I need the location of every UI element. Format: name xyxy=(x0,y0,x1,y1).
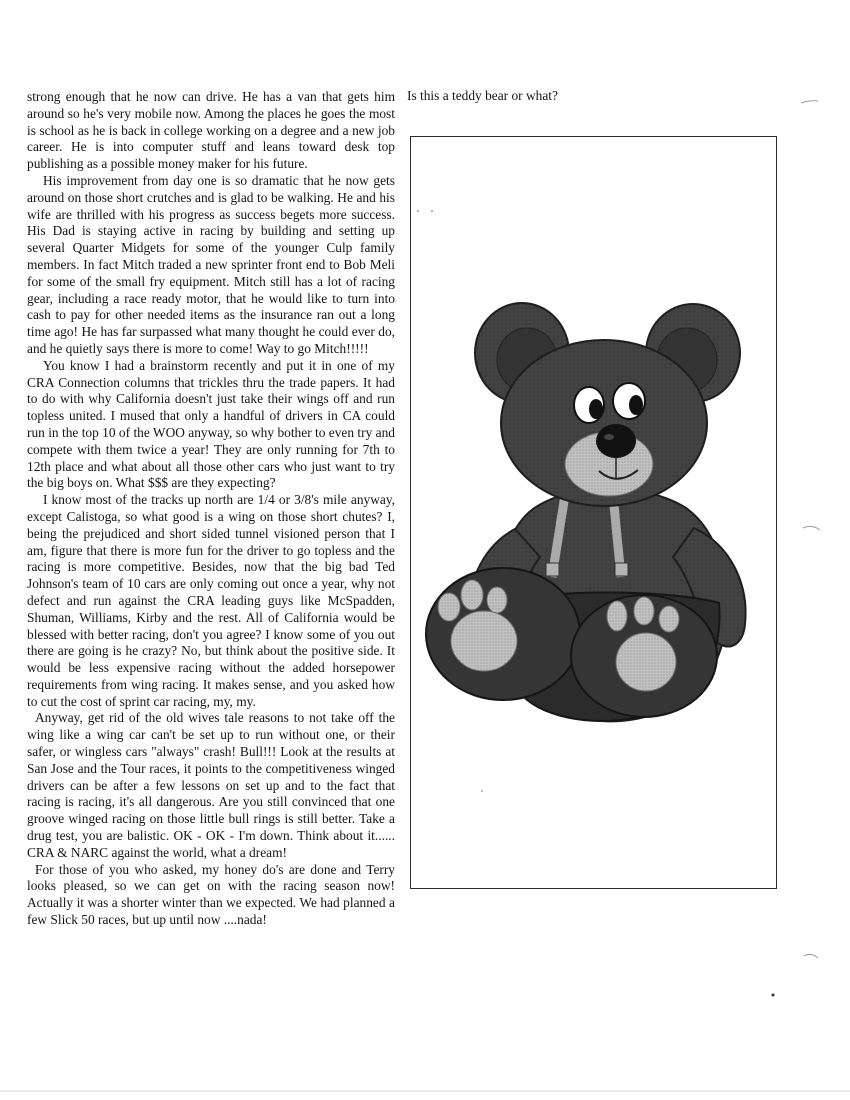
teddy-bear-icon xyxy=(411,137,777,889)
bear-nose xyxy=(596,424,636,458)
article-paragraph-1: strong enough that he now can drive. He has a van that gets him around so he's very mobile now. Among the places he goes the most is school as he is back in college working on a degree and a new job career. He is into computer stuff and leans toward desk top publishing as a possible money maker for his future. xyxy=(27,89,395,172)
right-pupil xyxy=(629,395,643,415)
speck-4 xyxy=(772,994,775,997)
article-column xyxy=(27,89,395,929)
left-pupil xyxy=(589,399,603,419)
article-paragraph-5: Anyway, get rid of the old wives tale reasons to not take off the wing like a wing car can't be set up to run without one, or their safer, or wingless cars "always" crash! Bull!!! Look at the results at San Jose and the Tour races, it points to the competitiveness winged drivers can be after a few lessons on set up and to the fact that racing is racing, it's all dangerous. Are you still convinced that one groove winged racing on those little bull rings is still better. Take a drug test, you are balistic. OK - OK - I'm down. Think about it...... CRA & NARC against the world, what a dream! xyxy=(27,710,395,860)
article-paragraph-6: For those of you who asked, my honey do's are done and Terry looks pleased, so we can get on with the racing season now! Actually it was a shorter winter than we expected. We had planned a few Slick 50 races, but up until now ....nada! xyxy=(27,861,395,928)
left-foot-toe-1 xyxy=(438,593,460,621)
figure-caption: Is this a teddy bear or what? xyxy=(407,88,558,103)
right-foot-toe-2 xyxy=(634,597,654,625)
left-foot-toe-2 xyxy=(461,580,483,610)
speck-1 xyxy=(801,101,818,103)
right-foot-toe-1 xyxy=(607,601,627,631)
article-paragraph-3: You know I had a brainstorm recently and put it in one of my CRA Connection columns that trickles thru the trade papers. It had to do with why California doesn't just take their wings off and run topless united. I mused that only a handful of drivers in CA could run in the top 10 of the WOO anyway, so why bother to even try and compete with them twice a year! They are only running for 7th to 12th place and what about all those other cars who just want to try the big boys on. What $$$ are they expecting? xyxy=(27,357,395,491)
right-foot-main-pad xyxy=(616,633,676,691)
speck-3 xyxy=(804,954,818,958)
speck-2 xyxy=(803,526,820,530)
nose-shine xyxy=(604,434,614,440)
left-foot-main-pad xyxy=(451,611,517,671)
right-foot-toe-3 xyxy=(659,606,679,632)
left-suspender-clip xyxy=(546,563,559,576)
article-paragraph-4: I know most of the tracks up north are 1/4 or 3/8's mile anyway, except Calistoga, so what good is a wing on those short chutes? I, being the prejudiced and short sided tunnel visioned person that I am, figure that there is more fun for the driver to go topless and the racing is more competitive. Besides, now that the big bad Ted Johnson's team of 10 cars are only coming out once a year, why not defect and run against the CRA leading guys like McSpadden, Shuman, Williams, Kirby and the rest. All of California would be blessed with better racing, don't you agree? I know some of you out there are going is he crazy? No, but think about the positive side. It would be less expensive racing without the added horsepower requirements from wing racing. It makes sense, and you asked how to cut the cost of sprint car racing, my, my. xyxy=(27,492,395,709)
right-suspender-clip xyxy=(615,563,628,576)
figure-frame xyxy=(410,136,777,889)
left-foot-toe-3 xyxy=(487,587,507,613)
article-paragraph-2: His improvement from day one is so dramatic that he now gets around on those short crutches and is glad to be walking. He and his wife are thrilled with his progress as success begets more success. His Dad is staying active in racing by building and setting up several Quarter Midgets for some of the younger Culp family members. In fact Mitch traded a new sprinter front end to Bob Meli for some of the small fry equipment. Mitch still has a lot of racing gear, including a race ready motor, that he would like to turn into cash to pay for other needed items as the insurance ran out a long time ago! He has far surpassed what many thought he could ever do, and he quietly says there is more to come! Way to go Mitch!!!!! xyxy=(27,172,395,356)
